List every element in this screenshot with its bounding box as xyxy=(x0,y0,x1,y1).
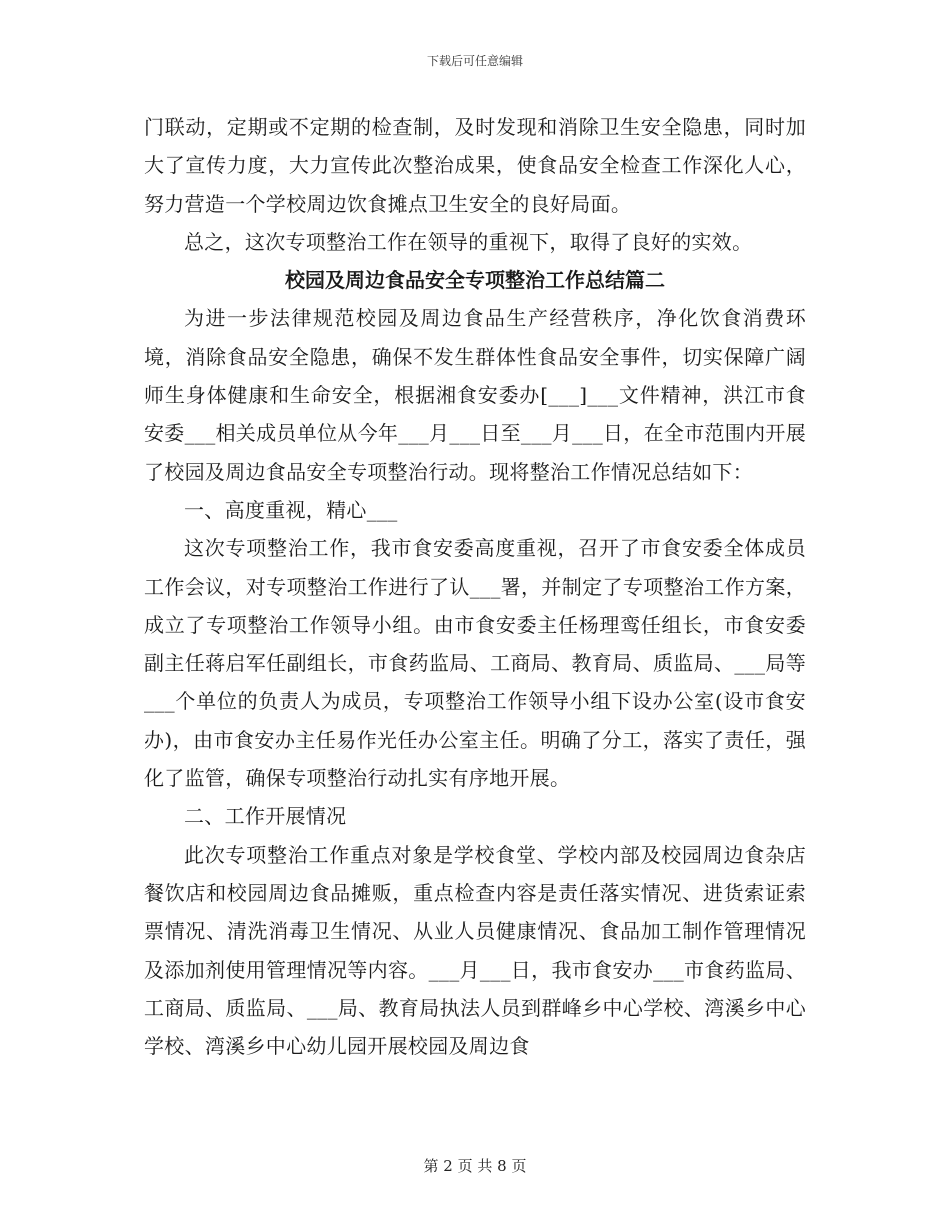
page-header: 下载后可任意编辑 xyxy=(426,54,523,68)
paragraph-continuation: 门联动，定期或不定期的检查制，及时发现和消除卫生安全隐患，同时加大了宣传力度，大力宣传此次整治成果，使食品安全检查工作深化人心，努力营造一个学校周边饮食摊点卫生安全的良好局面。 xyxy=(144,115,806,216)
document-body xyxy=(144,108,806,1065)
heading-one: 一、高度重视，精心___ xyxy=(184,497,398,522)
paragraph-intro: 为进一步法律规范校园及周边食品生产经营秩序，净化饮食消费环境，消除食品安全隐患，确保不发生群体性食品安全事件，切实保障广阔师生身体健康和生命安全，根据湘食安委办[___]___文件精神，洪江市食安委___相关成员单位从今年___月___日至___月___日，在全市范围内开展了校园及周边食品安全专项整治行动。现将整治工作情况总结如下： xyxy=(144,306,806,484)
page-footer: 第 2 页 共 8 页 xyxy=(423,1157,527,1175)
paragraph-work-progress: 此次专项整治工作重点对象是学校食堂、学校内部及校园周边食杂店餐饮店和校园周边食品摊贩，重点检查内容是责任落实情况、进货索证索票情况、清洗消毒卫生情况、从业人员健康情况、食品加工制作管理情况及添加剂使用管理情况等内容。___月___日，我市食安办___市食药监局、工商局、质监局、___局、教育局执法人员到群峰乡中心学校、湾溪乡中心学校、湾溪乡中心幼儿园开展校园及周边食 xyxy=(144,842,806,1059)
section-title: 校园及周边食品安全专项整治工作总结篇二 xyxy=(285,268,665,293)
heading-two: 二、工作开展情况 xyxy=(184,804,347,829)
paragraph-conclusion: 总之，这次专项整治工作在领导的重视下，取得了良好的实效。 xyxy=(184,229,753,254)
paragraph-organization: 这次专项整治工作，我市食安委高度重视，召开了市食安委全体成员工作会议，对专项整治工作进行了认___署，并制定了专项整治工作方案，成立了专项整治工作领导小组。由市食安委主任杨理鸾任组长，市食安委副主任蒋启军任副组长，市食药监局、工商局、教育局、质监局、___局等___个单位的负责人为成员，专项整治工作领导小组下设办公室(设市食安办)，由市食安办主任易作光任办公室主任。明确了分工，落实了责任，强化了监管，确保专项整治行动扎实有序地开展。 xyxy=(144,536,806,791)
